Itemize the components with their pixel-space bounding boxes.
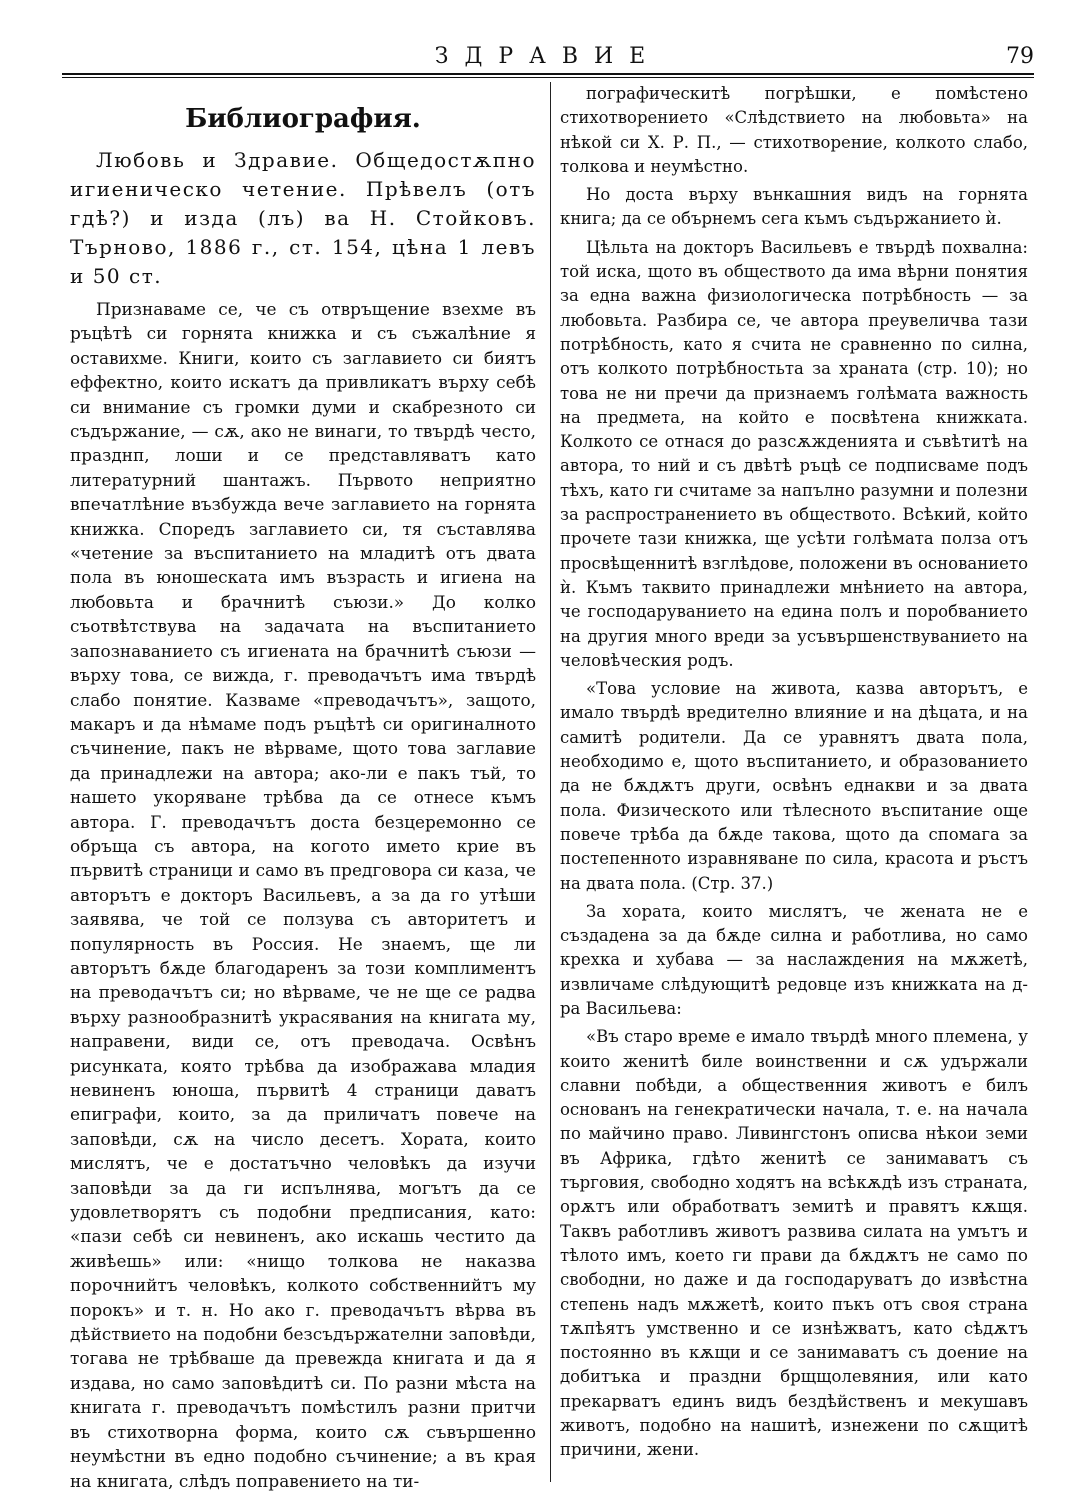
paragraph: Но доста върху вънкашния видъ на горнята книга; да се обърнемъ сега къмъ съдържанието ѝ.	[560, 185, 1028, 229]
right-column	[560, 82, 1028, 1463]
bibliography-entry: Любовь и Здравие. Общедостѫпно игиеническо четение. Прѣвелъ (отъ гдѣ?) и изда (лъ) ва Н. Стойковъ. Търново, 1886 г., ст. 154, цѣна 1 левъ и 50 ст.	[70, 148, 536, 288]
quote-paragraph: «Това условие на живота, казва авторътъ, е имало твърдѣ вредително влияние и на дѣцата, и на самитѣ родители. Да се уравнятъ двата пола, необходимо е, щото въспитанието, и образованието да не бѫдѫтъ други, освѣнъ еднакви и за двата пола. Физическото или тѣлесното въспитание още повече трѣба да бѫде такова, щото да спомага за постепенното изравняване по сила, красота и ръстъ на двата пола. (Стр. 37.)	[560, 679, 1028, 893]
quote-paragraph: «Въ старо време е имало твърдѣ много племена, у които женитѣ биле воинственни и сѫ удържали славни побѣди, а общественния животъ е билъ основанъ на генекратически начала, т. е. на начала по майчино право. Ливингстонъ описва нѣкои земи въ Африка, гдѣто женитѣ се занимаватъ съ търговия, свободно ходятъ на всѣкѫдѣ изъ страната, орѫтъ или обработватъ земитѣ и правятъ кѫщя. Таквъ работливъ животъ развива силата на умътъ и тѣлото имъ, което ги прави да бѫдѫтъ не само по свободни, но даже и да господаруватъ до извѣстна степень надъ мѫжетѣ, които пъкъ отъ своя страна тѫпѣятъ умственно и се изнѣжватъ, като сѣдѫтъ постоянно въ кѫщи и се занимаватъ съ доение на добитъка и праздни брщщолевяния, или като прекарватъ единъ видъ бездѣйственъ и мекушавъ животъ, подобно на нашитѣ, изнежени по сѫщитѣ причини, жени.	[560, 1027, 1028, 1460]
header-rule-thick	[62, 73, 1034, 75]
column-divider	[550, 82, 551, 1482]
paragraph: Цѣльта на докторъ Васильевъ е твърдѣ похвална: той иска, щото въ обществото да има вѣрни понятия за една важна физиологическа потрѣбность — за любовьта. Разбира се, че автора преувеличва тази потрѣбность, като я счита не сравненно по силна, отъ колкото потрѣбностьта за храната (стр. 10); но това не ни пречи да признаемъ голѣмата важность на предмета, на който е посвѣтена книжката. Колкото се отнася до разсѫжденията и съвѣтитѣ на автора, то ний и съ двѣтѣ ръцѣ се подписваме подъ тѣхъ, като ги считаме за напълно разумни и полезни за распространението въ обществото. Всѣкий, който прочете тази книжка, ще усѣти голѣмата полза отъ просвѣщеннитѣ взглѣдове, положени въ основанието ѝ. Къмъ таквито принадлежи мнѣнието на автора, че господаруванието на едина полъ и поробванието на другия много вреди за усъвършенствуванието на человѣческия родъ.	[560, 237, 1029, 670]
journal-title: ЗДРАВИЕ	[434, 44, 662, 69]
paragraph: пографическитѣ погрѣшки, е помѣстено стихотворението «Слѣдствието на любовьта» на нѣкой си Х. Р. П., — стихотворение, колкото слабо, толкова и неумѣстно.	[560, 84, 1028, 176]
paragraph: За хората, които мислятъ, че жената не е създадена за да бѫде силна и работлива, но само крехка и хубава — за наслаждения на мѫжетѣ, извличаме слѣдующитѣ редовце изъ книжката на д-ра Васильева:	[560, 901, 1028, 1018]
section-title: Библиография.	[185, 104, 421, 134]
page-number: 79	[1006, 44, 1034, 69]
header-rule-thin	[62, 77, 1034, 78]
left-column	[70, 82, 536, 1493]
running-header	[62, 40, 1034, 72]
review-paragraph: Признаваме се, че съ отвръщение взехме въ ръцѣтѣ си горнята книжка и съ съжалѣние я оставихме. Книги, които съ заглавието си биятъ еффектно, които искатъ да привликатъ върху себѣ си внимание съ громки думи и скабрезното си съдържание, — сѫ, ако не винаги, то твърдѣ често, празднп, лоши и се представляватъ като литературний шантажъ. Първото неприятно впечатлѣние възбужда вече заглавието на горнята книжка. Споредъ заглавието си, тя съставлява «четение за въспитанието на младитѣ отъ двата пола въ юношеската имъ възрасть и игиена на любовьта и брачнитѣ съюзи.» До колко съотвѣтствува на задачата на въспитанието запознаванието съ игиената на брачнитѣ съюзи — върху това, се вижда, г. преводачътъ има твърдѣ слабо понятие. Казваме «преводачътъ», защото, макаръ и да нѣмаме подъ ръцѣтѣ си оригиналното съчинение, пакъ не вѣрваме, щото това заглавие да принадлежи на автора; ако-ли е пакъ тъй, то нашето укоряване трѣбва да се отнесе къмъ автора. Г. преводачътъ доста безцеремонно се обръща съ автора, на когото името крие въ първитѣ страници и само въ предговора си каза, че авторътъ е докторъ Васильевъ, а за да го утѣши заявява, че той се ползува съ авторитетъ и популярность въ Россия. Не знаемъ, ще ли авторътъ бѫде благодаренъ за този комплиментъ на преводачътъ си; но вѣрваме, че не ще се радва върху разнообразнитѣ украсявания на книгата му, направени, види се, отъ преводача. Освѣнъ рисунката, която трѣбва да изображава младия невиненъ юноша, първитѣ 4 страници даватъ епиграфи, които, за да приличатъ повече на заповѣди, сѫ на число десетъ. Хората, които мислятъ, че е достатъчно человѣкъ да изучи заповѣди за да ги испълнява, могътъ да се удовлетворятъ съ подобни предписания, като: «пази себѣ си невиненъ, ако искашь честито да живѣешь» или: «нищо толкова не наказва порочнийтъ человѣкъ, колкото собственнийтъ му порокъ» и т. н. Но ако г. преводачътъ вѣрва въ дѣйствието на подобни безсъдържателни заповѣди, тогава не трѣбваше да превежда книгата и да я издава, но само заповѣдитѣ си. По разни мѣста на книгата г. преводачътъ помѣстилъ разни притчи въ стихотворна форма, които сѫ съвършенно неумѣстни въ едно подобно съчинение; а въ края на книгата, слѣдъ поправението на ти-	[70, 299, 536, 1491]
